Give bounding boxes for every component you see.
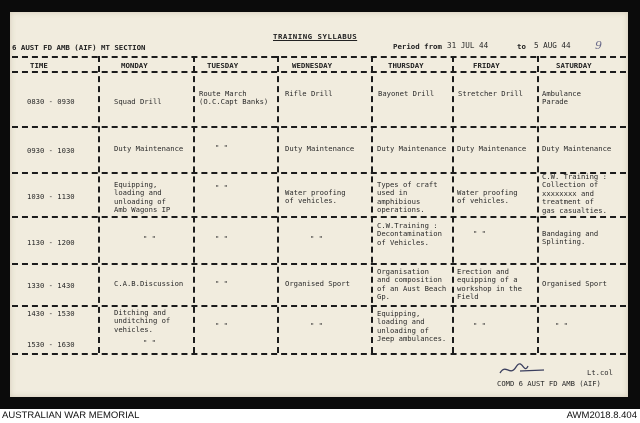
column-header-thursday: THURSDAY xyxy=(388,61,424,70)
grid-column-divider xyxy=(277,56,279,353)
time-cell: 0830 - 0930 xyxy=(27,97,75,106)
table-cell: Organised Sport xyxy=(285,279,350,288)
time-cell: 1330 - 1430 xyxy=(27,281,75,290)
grid-column-divider xyxy=(193,56,195,353)
column-header-wednesday: WEDNESDAY xyxy=(292,61,333,70)
archive-caption-right: AWM2018.8.404 xyxy=(566,410,637,421)
grid-column-divider xyxy=(452,56,454,353)
table-cell: Duty Maintenance xyxy=(285,144,355,153)
time-cell: 1430 - 1530 xyxy=(27,309,75,318)
archive-caption-left: AUSTRALIAN WAR MEMORIAL xyxy=(2,410,140,421)
grid-column-divider xyxy=(537,56,539,353)
grid-line xyxy=(12,305,626,307)
table-cell: " " xyxy=(310,234,323,243)
grid-line xyxy=(12,216,626,218)
table-cell: Erection and equipping of a workshop in the Field xyxy=(457,267,522,302)
table-cell: " " xyxy=(473,321,486,330)
table-cell: " " xyxy=(215,234,228,243)
table-cell: Duty Maintenance xyxy=(457,144,527,153)
table-cell: " " xyxy=(215,321,228,330)
column-header-time: TIME xyxy=(30,61,48,70)
time-cell: 1030 - 1130 xyxy=(27,192,75,201)
grid-line xyxy=(12,71,626,73)
period-from: 31 JUL 44 xyxy=(447,41,489,50)
column-header-saturday: SATURDAY xyxy=(556,61,592,70)
table-cell: Bayonet Drill xyxy=(378,89,435,98)
table-cell: C.W. Training : Collection of xxxxxxxx and treatment of gas casualties. xyxy=(542,172,607,215)
table-cell: Ditching and unditching of vehicles. xyxy=(114,308,171,334)
table-cell: Bandaging and Splinting. xyxy=(542,229,599,247)
time-cell: 0930 - 1030 xyxy=(27,146,75,155)
table-cell: Route March (O.C.Capt Banks) xyxy=(199,89,269,107)
column-header-monday: MONDAY xyxy=(121,61,148,70)
grid-line xyxy=(12,263,626,265)
signature-rank: Lt.col xyxy=(587,368,613,377)
table-cell: " " xyxy=(143,234,156,243)
grid-line xyxy=(12,353,626,355)
table-cell: Equipping, loading and unloading of Amb Wagons IP xyxy=(114,180,171,215)
table-cell: Equipping, loading and unloading of Jeep ambulances. xyxy=(377,309,447,344)
table-cell: Organised Sport xyxy=(542,279,607,288)
time-cell: 1530 - 1630 xyxy=(27,340,75,349)
period-to-label: to xyxy=(517,42,526,51)
table-cell: Water proofing of vehicles. xyxy=(457,188,518,206)
time-cell: 1130 - 1200 xyxy=(27,238,75,247)
table-cell: Stretcher Drill xyxy=(458,89,523,98)
table-cell: " " xyxy=(555,321,568,330)
grid-column-divider xyxy=(371,56,373,353)
table-cell: C.W.Training : Decontamination of Vehicles. xyxy=(377,221,442,247)
table-cell: Types of craft used in amphibious operations. xyxy=(377,180,438,215)
signature-block: COMD 6 AUST FD AMB (AIF) xyxy=(497,379,601,388)
signature-scribble xyxy=(498,361,548,379)
table-cell: Rifle Drill xyxy=(285,89,333,98)
unit-name: 6 AUST FD AMB (AIF) MT SECTION xyxy=(12,43,146,52)
grid-line xyxy=(12,126,626,128)
grid-line xyxy=(12,56,626,58)
table-cell: Ambulance Parade xyxy=(542,89,581,107)
period-label: Period from xyxy=(393,42,442,51)
table-cell: C.A.B.Discussion xyxy=(114,279,184,288)
column-header-tuesday: TUESDAY xyxy=(207,61,239,70)
grid-column-divider xyxy=(98,56,100,353)
table-cell: " " xyxy=(473,229,486,238)
table-cell: Duty Maintenance xyxy=(114,144,184,153)
document-title: TRAINING SYLLABUS xyxy=(273,32,358,41)
table-cell: " " xyxy=(310,321,323,330)
table-cell: " " xyxy=(215,279,228,288)
period-to: 5 AUG 44 xyxy=(534,41,571,50)
table-cell: Duty Maintenance xyxy=(377,144,447,153)
table-cell: " " xyxy=(215,183,228,192)
table-cell: Squad Drill xyxy=(114,97,162,106)
table-cell: " " xyxy=(215,143,228,152)
document-page xyxy=(10,12,628,397)
table-cell: Organisation and composition of an Aust Beach Gp. xyxy=(377,267,447,302)
table-cell: " " xyxy=(143,338,156,347)
grid-line xyxy=(12,172,626,174)
table-cell: Water proofing of vehicles. xyxy=(285,188,346,206)
table-cell: Duty Maintenance xyxy=(542,144,612,153)
handwritten-mark: 9 xyxy=(595,39,602,52)
column-header-friday: FRIDAY xyxy=(473,61,500,70)
